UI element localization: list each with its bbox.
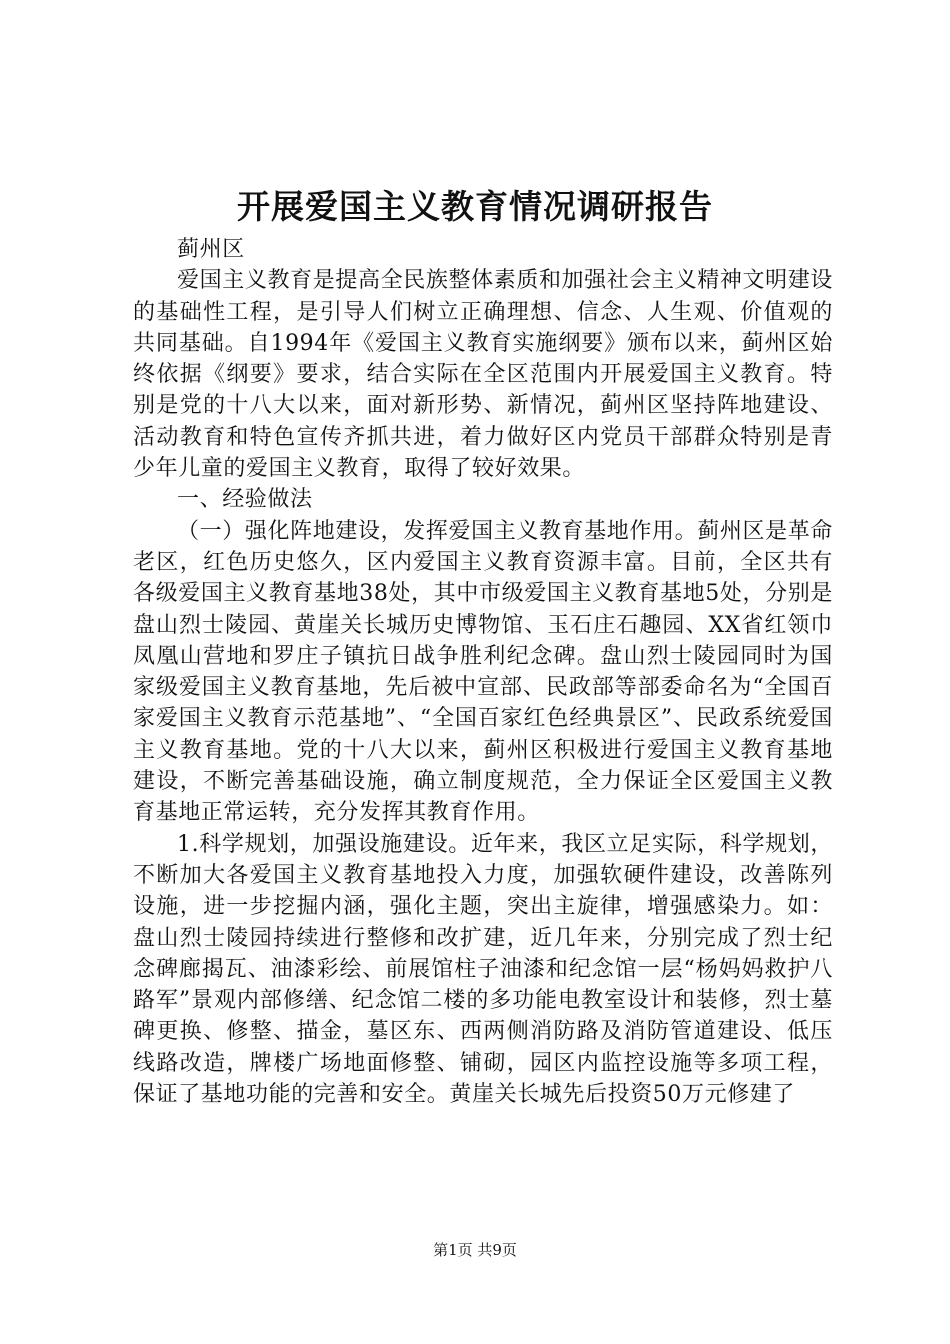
section-heading-experience: 一、经验做法	[177, 487, 313, 513]
item-paragraph-1: 1.科学规划，加强设施建设。近年来，我区立足实际，科学规划，不断加大各爱国主义教育基地投入力度，加强软硬件建设，改善陈列设施，进一步挖掘内涵，强化主题，突出主旋律，增强感染力。如：盘山烈士陵园持续进行整修和改扩建，近几年来，分别完成了烈士纪念碑廊揭瓦、油漆彩绘、前展馆柱子油漆和纪念馆一层“杨妈妈救护八路军”景观内部修缮、纪念馆二楼的多功能电教室设计和装修，烈士墓碑更换、修整、描金，墓区东、西两侧消防路及消防管道建设、低压线路改造，牌楼广场地面修整、铺砌，园区内监控设施等多项工程，保证了基地功能的完善和安全。黄崖关长城先后投资50万元修建了	[133, 831, 833, 1108]
page-footer: 第1页 共9页	[433, 1241, 517, 1259]
author-district: 蓟州区	[177, 237, 245, 262]
document-title: 开展爱国主义教育情况调研报告	[237, 187, 713, 226]
intro-paragraph: 爱国主义教育是提高全民族整体素质和加强社会主义精神文明建设的基础性工程，是引导人们树立正确理想、信念、人生观、价值观的共同基础。自1994年《爱国主义教育实施纲要》颁布以来，蓟州区始终依据《纲要》要求，结合实际在全区范围内开展爱国主义教育。特别是党的十八大以来，面对新形势、新情况，蓟州区坚持阵地建设、活动教育和特色宣传齐抓共进，着力做好区内党员干部群众特别是青少年儿童的爱国主义教育，取得了较好效果。	[133, 268, 833, 482]
document-body	[133, 234, 833, 1110]
subsection-paragraph-1: （一）强化阵地建设，发挥爱国主义教育基地作用。蓟州区是革命老区，红色历史悠久，区内爱国主义教育资源丰富。目前，全区共有各级爱国主义教育基地38处，其中市级爱国主义教育基地5处，分别是盘山烈士陵园、黄崖关长城历史博物馆、玉石庄石趣园、XX省红领巾凤凰山营地和罗庄子镇抗日战争胜利纪念碑。盘山烈士陵园同时为国家级爱国主义教育基地，先后被中宣部、民政部等部委命名为“全国百家爱国主义教育示范基地”、“全国百家红色经典景区”、民政系统爱国主义教育基地。党的十八大以来，蓟州区积极进行爱国主义教育基地建设，不断完善基础设施，确立制度规范，全力保证全区爱国主义教育基地正常运转，充分发挥其教育作用。	[133, 518, 833, 826]
